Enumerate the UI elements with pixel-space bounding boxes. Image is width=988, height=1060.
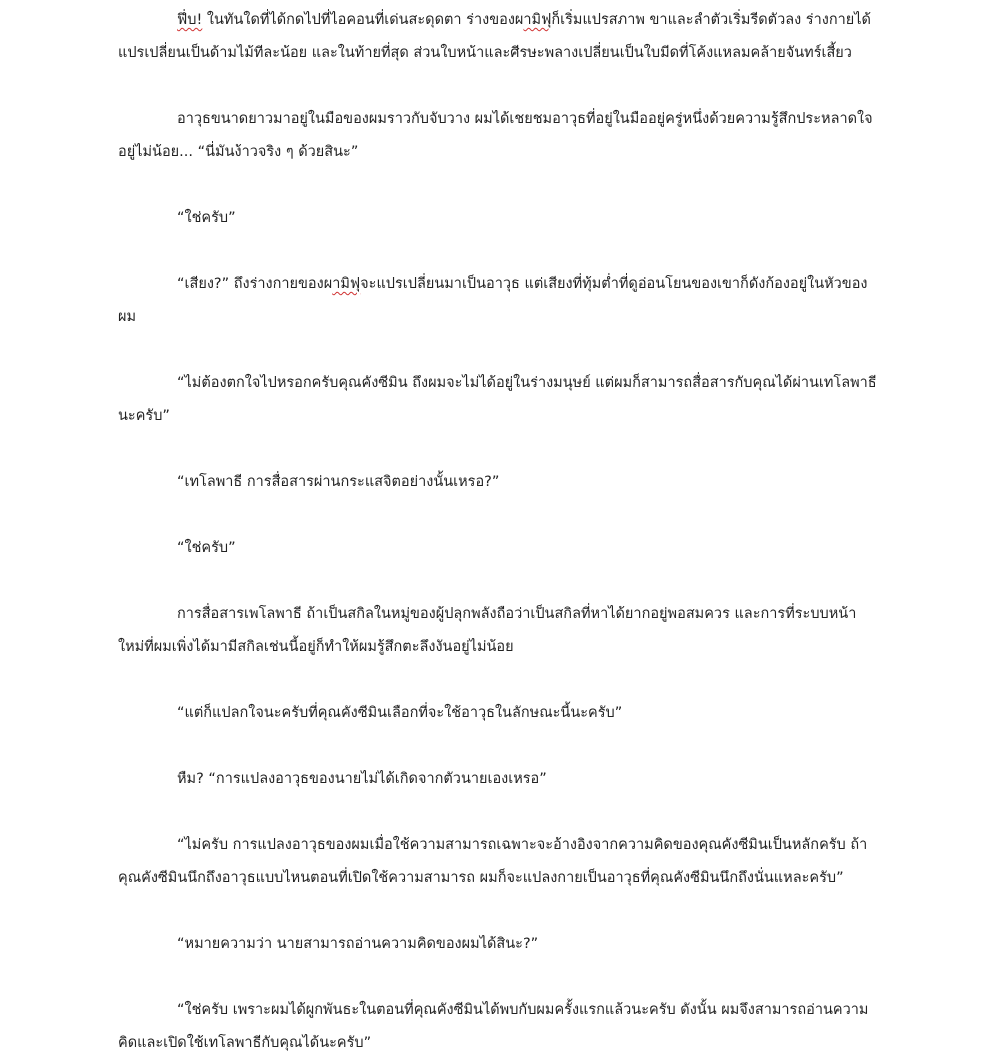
spell-error-word: ามิฟุ [523,12,552,28]
paragraph-2: อาวุธขนาดยาวมาอยู่ในมือของผมราวกับจับวาง ผมได้เชยชมอาวุธที่อยู่ในมืออยู่ครู่หนึ่งด้วยความรู้สึกประหลาดใจอยู่ไม่น้อย... “นี่มันง้าวจริง ๆ ด้วยสินะ” [118,111,873,160]
paragraph-6: “เทโลพาธี การสื่อสารผ่านกระแสจิตอย่างนั้นเหรอ?” [177,474,500,490]
paragraph-1: ฟึ่บ! ในทันใดที่ได้กดไปที่ไอคอนที่เด่นสะดุดตา ร่างของผามิฟุก็เริ่มแปรสภาพ ขาและลำตัวเริ่มรีดตัวลง ร่างกายได้แปรเปลี่ยนเป็นด้ามไม้ทีละน้อย และในท้ายที่สุด ส่วนใบหน้าและศีรษะพลางเปลี่ยนเป็นใบมีดที่โค้งแหลมคล้ายจันทร์เสี้ยว [118,12,871,61]
paragraph-4: “เสียง?” ถึงร่างกายของผามิฟุจะแปรเปลี่ยนมาเป็นอาวุธ แต่เสียงที่ทุ้มต่ำที่ดูอ่อนโยนของเขาก็ดังก้องอยู่ในหัวของผม [118,276,868,325]
paragraph-8: การสื่อสารเพโลพาธี ถ้าเป็นสกิลในหมู่ของผู้ปลุกพลังถือว่าเป็นสกิลที่หาได้ยากอยู่พอสมควร และการที่ระบบหน้าใหม่ที่ผมเพิ่งได้มามีสกิลเช่นนี้อยู่ก็ทำให้ผมรู้สึกตะลึงงันอยู่ไม่น้อย [118,606,857,655]
paragraph-12: “หมายความว่า นายสามารถอ่านความคิดของผมได้สินะ?” [177,936,539,952]
spell-error-word: ามิฟุ [332,276,361,292]
paragraph-13: “ใช่ครับ เพราะผมได้ผูกพันธะในตอนที่คุณคังซีมินได้พบกับผมครั้งแรกแล้วนะครับ ดังนั้น ผมจึงสามารถอ่านความคิดและเปิดใช้เทโลพาธีกับคุณได้นะครับ” [118,1002,869,1051]
paragraph-11: “ไม่ครับ การแปลงอาวุธของผมเมื่อใช้ความสามารถเฉพาะจะอ้างอิงจากความคิดของคุณคังซีมินเป็นหลักครับ ถ้าคุณคังซีมินนึกถึงอาวุธแบบไหนตอนที่เปิดใช้ความสามารถ ผมก็จะแปลงกายเป็นอาวุธที่คุณคังซีมินนึกถึงนั่นแหละครับ” [118,837,868,886]
paragraph-3: “ใช่ครับ” [177,210,236,226]
paragraph-9: “แต่ก็แปลกใจนะครับที่คุณคังซีมินเลือกที่จะใช้อาวุธในลักษณะนี้นะครับ” [177,705,623,721]
paragraph-7: “ใช่ครับ” [177,540,236,556]
spell-error-word: ฟึ่บ! [177,12,203,28]
paragraph-5: “ไม่ต้องตกใจไปหรอกครับคุณคังซีมิน ถึงผมจะไม่ได้อยู่ในร่างมนุษย์ แต่ผมก็สามารถสื่อสารกับคุณได้ผ่านเทโลพาธีนะครับ” [118,375,877,424]
paragraph-10: หืม? “การแปลงอาวุธของนายไม่ได้เกิดจากตัวนายเองเหรอ” [177,771,547,787]
